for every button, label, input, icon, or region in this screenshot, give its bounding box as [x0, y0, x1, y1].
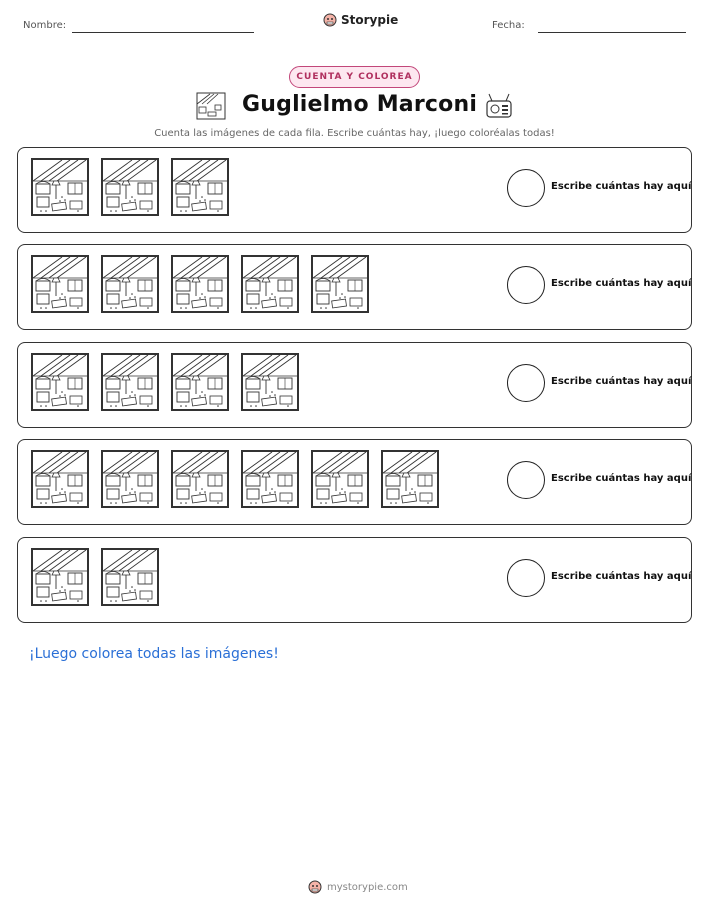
activity-badge: CUENTA Y COLOREA	[289, 66, 420, 88]
name-label: Nombre:	[23, 20, 67, 31]
attic-room-icon[interactable]	[101, 548, 159, 606]
answer-label: Escribe cuántas hay aquí	[551, 278, 692, 289]
attic-room-icon[interactable]	[241, 255, 299, 313]
attic-room-icon[interactable]	[31, 158, 89, 216]
site-footer	[308, 880, 408, 894]
attic-room-icon[interactable]	[31, 353, 89, 411]
answer-circle[interactable]	[507, 266, 545, 304]
attic-room-icon[interactable]	[171, 450, 229, 508]
count-row	[17, 537, 692, 623]
answer-circle[interactable]	[507, 559, 545, 597]
attic-room-icon[interactable]	[171, 353, 229, 411]
picture-group	[31, 158, 229, 216]
attic-room-icon[interactable]	[311, 450, 369, 508]
count-row	[17, 342, 692, 428]
site-url: mystorypie.com	[327, 881, 408, 893]
storypie-logo-icon	[308, 880, 322, 894]
answer-circle[interactable]	[507, 169, 545, 207]
count-row	[17, 147, 692, 233]
attic-room-icon[interactable]	[31, 450, 89, 508]
attic-room-icon[interactable]	[31, 255, 89, 313]
answer-label: Escribe cuántas hay aquí	[551, 473, 692, 484]
picture-group	[31, 255, 369, 313]
brand-name: Storypie	[341, 13, 399, 27]
radio-icon	[484, 92, 514, 120]
attic-room-icon[interactable]	[101, 353, 159, 411]
attic-room-icon[interactable]	[101, 450, 159, 508]
attic-room-icon[interactable]	[241, 450, 299, 508]
picture-group	[31, 353, 299, 411]
answer-circle[interactable]	[507, 364, 545, 402]
attic-room-icon	[196, 92, 226, 120]
date-line[interactable]	[538, 32, 686, 33]
answer-circle[interactable]	[507, 461, 545, 499]
attic-room-icon[interactable]	[171, 158, 229, 216]
attic-room-icon[interactable]	[101, 255, 159, 313]
name-line[interactable]	[72, 32, 254, 33]
attic-room-icon[interactable]	[241, 353, 299, 411]
attic-room-icon[interactable]	[311, 255, 369, 313]
answer-label: Escribe cuántas hay aquí	[551, 571, 692, 582]
count-row	[17, 439, 692, 525]
page-title: Guglielmo Marconi	[242, 92, 478, 117]
picture-group	[31, 450, 439, 508]
attic-room-icon[interactable]	[31, 548, 89, 606]
instructions: Cuenta las imágenes de cada fila. Escribe cuántas hay, ¡luego coloréalas todas!	[154, 128, 555, 139]
attic-room-icon[interactable]	[101, 158, 159, 216]
answer-label: Escribe cuántas hay aquí	[551, 376, 692, 387]
picture-group	[31, 548, 159, 606]
date-label: Fecha:	[492, 20, 525, 31]
answer-label: Escribe cuántas hay aquí	[551, 181, 692, 192]
attic-room-icon[interactable]	[381, 450, 439, 508]
brand	[323, 13, 398, 27]
attic-room-icon[interactable]	[171, 255, 229, 313]
title-row	[0, 90, 709, 126]
count-row	[17, 244, 692, 330]
worksheet-header	[0, 0, 709, 50]
storypie-logo-icon	[323, 13, 337, 27]
footer-note: ¡Luego colorea todas las imágenes!	[29, 646, 279, 662]
